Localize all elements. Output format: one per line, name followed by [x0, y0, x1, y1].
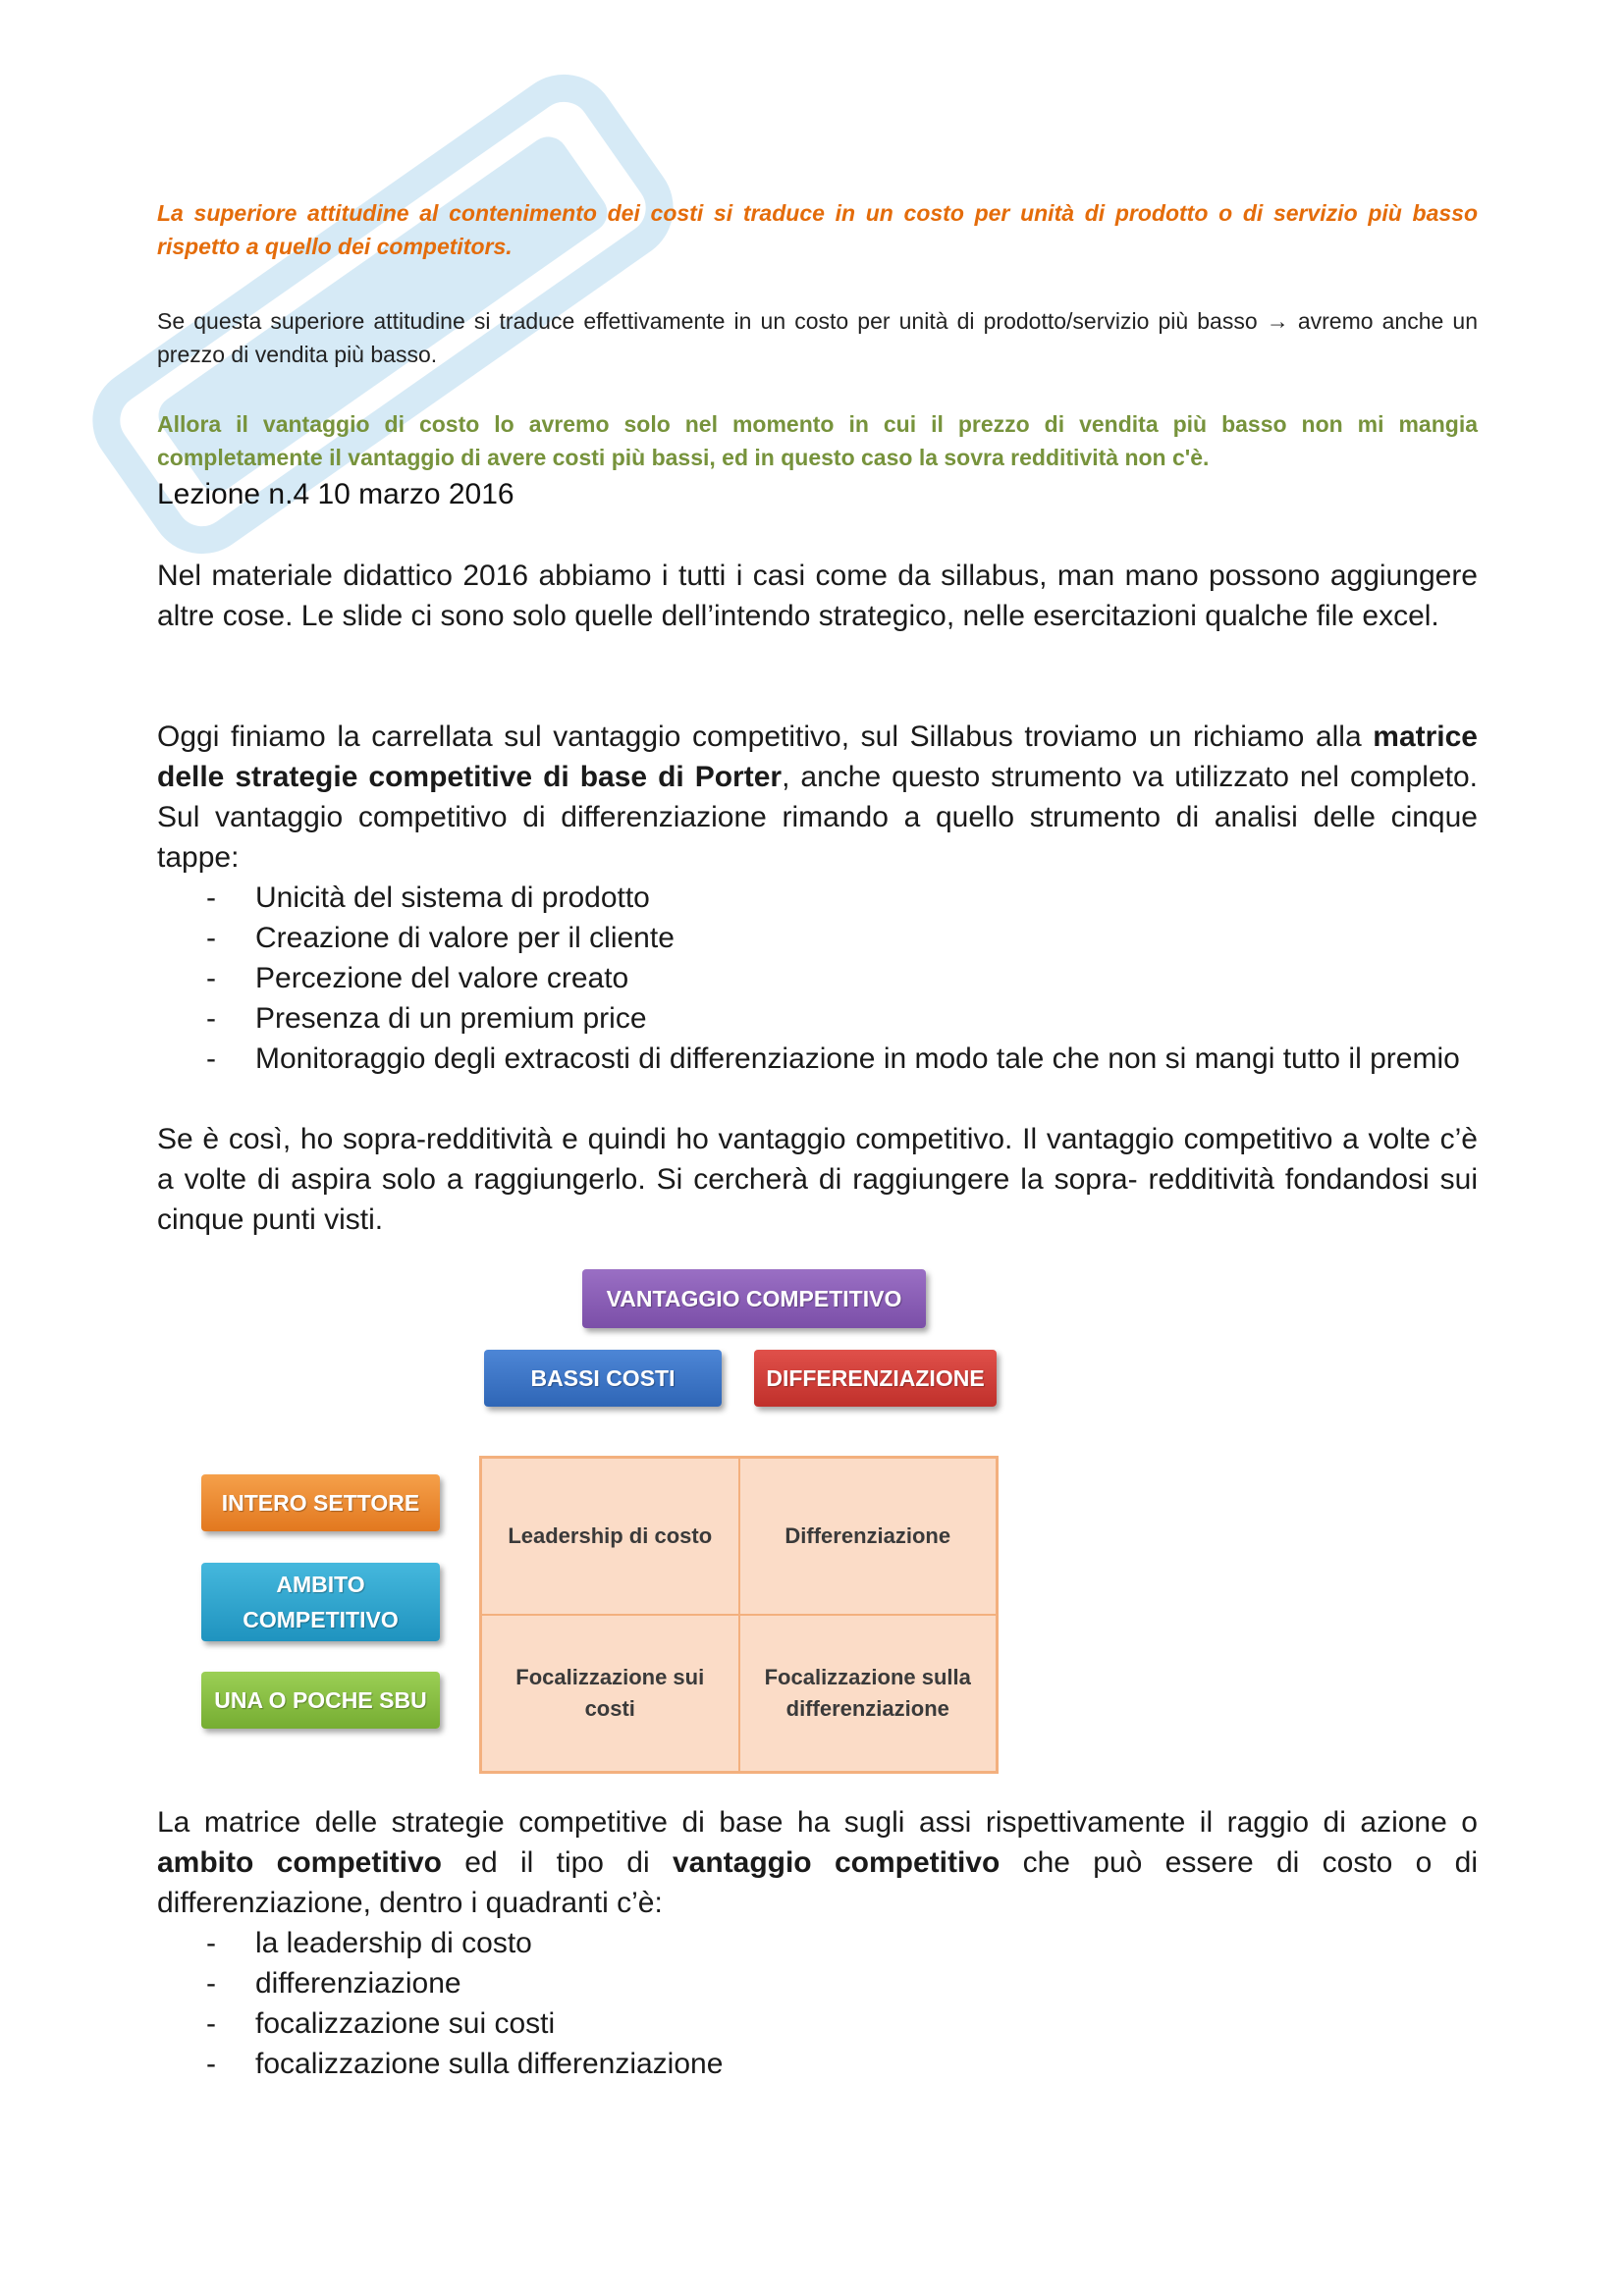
list-dash: - [206, 1002, 216, 1035]
vantaggio-competitivo-bold: vantaggio competitivo [672, 1846, 1001, 1879]
list-item-text: Unicità del sistema di prodotto [255, 881, 650, 914]
una-o-poche-sbu-label: UNA O POCHE SBU [201, 1672, 440, 1729]
porter-paragraph [157, 717, 1478, 878]
list-dash: - [206, 922, 216, 954]
list-dash: - [206, 962, 216, 994]
list-item-text: differenziazione [255, 1967, 461, 2000]
quadrant-differenziazione: Differenziazione [739, 1458, 998, 1615]
matrix-part-e: che può essere di costo o di differenziazione, dentro i quadranti c’è: [157, 1846, 1478, 1919]
porter-paragraph-part-c: , anche questo strumento va utilizzato nel completo. Sul vantaggio competitivo di differenziazione rimando a quello strumento di analisi delle cinque tappe: [157, 761, 1479, 874]
list-dash: - [206, 2007, 216, 2040]
list-item-text: la leadership di costo [255, 1927, 532, 1959]
quadrant-focalizzazione-differenziazione: Focalizzazione sulla differenziazione [739, 1615, 998, 1772]
list-item-text: Creazione di valore per il cliente [255, 922, 675, 954]
porter-paragraph-part-a: Oggi finiamo la carrellata sul vantaggio competitivo, sul Sillabus troviamo un richiamo alla [157, 721, 1374, 753]
list-dash: - [206, 1927, 216, 1959]
intero-settore-label: INTERO SETTORE [201, 1474, 440, 1531]
green-paragraph: Allora il vantaggio di costo lo avremo solo nel momento in cui il prezzo di vendita più basso non mi mangia completamente il vantaggio di avere costi più bassi, ed in questo caso la sovra redditività non c'è. [157, 411, 1478, 470]
differenziazione-label: DIFFERENZIAZIONE [754, 1350, 997, 1407]
list-dash: - [206, 881, 216, 914]
lesson-title: Lezione n.4 10 marzo 2016 [157, 478, 514, 510]
vantaggio-competitivo-label: VANTAGGIO COMPETITIVO [582, 1269, 926, 1328]
matrix-part-c: ed il tipo di [442, 1846, 673, 1879]
list-item [157, 958, 1478, 998]
matrix-quadrants [479, 1456, 999, 1774]
orange-italic-paragraph: La superiore attitudine al contenimento dei costi si traduce in un costo per unità di prodotto o di servizio più basso rispetto a quello dei competitors. [157, 200, 1478, 259]
ambito-competitivo-label: AMBITO COMPETITIVO [201, 1563, 440, 1641]
conclusion-paragraph: Se è così, ho sopra-redditività e quindi ho vantaggio competitivo. Il vantaggio competitivo a volte c’è a volte di aspira solo a raggiungerlo. Si cercherà di raggiungere la sopra- redditività fondandosi sui cinque punti visti. [157, 1123, 1478, 1236]
list-item [157, 2003, 1478, 2044]
arrow-paragraph: Se questa superiore attitudine si traduce effettivamente in un costo per unità di prodotto/servizio più basso → avremo anche un prezzo di vendita più basso. [157, 308, 1478, 367]
five-steps-list [157, 878, 1478, 1079]
list-dash: - [206, 1042, 216, 1075]
porter-matrix-diagram [191, 1266, 1016, 1782]
matrix-part-a: La matrice delle strategie competitive di base ha sugli assi rispettivamente il raggio di azione o [157, 1806, 1478, 1839]
matrix-explanation-paragraph [157, 1802, 1478, 1923]
porter-matrix-bold: matrice delle strategie competitive di base di Porter [157, 721, 1478, 793]
list-item-text: Monitoraggio degli extracosti di differenziazione in modo tale che non si mangi tutto il premio [255, 1042, 1460, 1075]
list-item [157, 878, 1478, 918]
list-item-text: focalizzazione sui costi [255, 2007, 556, 2040]
ambito-competitivo-bold: ambito competitivo [157, 1846, 442, 1879]
list-item [157, 1923, 1478, 1963]
list-item-text: focalizzazione sulla differenziazione [255, 2048, 724, 2080]
quadrant-leadership-di-costo: Leadership di costo [481, 1458, 739, 1615]
quadrant-focalizzazione-costi: Focalizzazione sui costi [481, 1615, 739, 1772]
list-item [157, 998, 1478, 1039]
materials-paragraph: Nel materiale didattico 2016 abbiamo i tutti i casi come da sillabus, man mano possono aggiungere altre cose. Le slide ci sono solo quelle dell’intendo strategico, nelle esercitazioni qualche file excel. [157, 560, 1478, 632]
list-dash: - [206, 1967, 216, 2000]
list-dash: - [206, 2048, 216, 2080]
list-item-text: Percezione del valore creato [255, 962, 629, 994]
list-item [157, 918, 1478, 958]
list-item [157, 1963, 1478, 2003]
quadrants-list [157, 1923, 1478, 2084]
bassi-costi-label: BASSI COSTI [484, 1350, 722, 1407]
list-item [157, 1039, 1478, 1079]
list-item-text: Presenza di un premium price [255, 1002, 647, 1035]
list-item [157, 2044, 1478, 2084]
